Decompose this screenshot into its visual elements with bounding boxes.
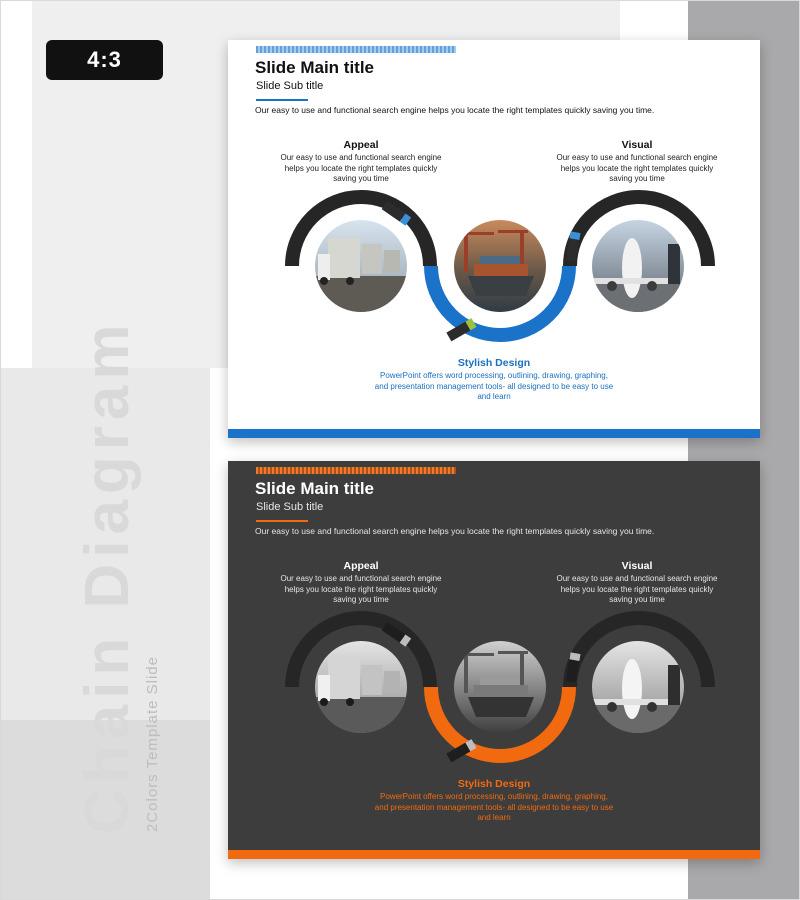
container-ship-photo [454,641,546,733]
trucks-photo [315,220,407,312]
chain-diagram [228,601,760,791]
appeal-block [276,139,446,185]
slide-description: Our easy to use and functional search engine helps you locate the right templates quickly saving you time. [255,105,655,115]
visual-block [552,560,722,606]
airplane-photo [592,220,684,312]
stylish-heading: Stylish Design [457,778,531,790]
slide-main-title: Slide Main title [255,58,375,77]
title-stripe [256,467,456,474]
slide-bottom-bar [228,429,760,438]
appeal-heading: Appeal [343,560,379,572]
container-ship-photo [454,220,546,312]
aspect-ratio-badge: 4:3 [46,40,163,80]
title-underline [256,520,308,522]
slide-main-title: Slide Main title [255,479,375,498]
vertical-subtitle: 2Colors Template Slide [144,656,161,832]
title-stripe [256,46,456,53]
vertical-title: Chain Diagram [73,318,142,834]
stylish-heading: Stylish Design [457,357,531,369]
slide-sub-title: Slide Sub title [256,80,324,92]
visual-text: Our easy to use and functional search engine helps you locate the right templates quickly saving you time [556,153,718,183]
appeal-heading: Appeal [343,139,379,151]
slide-bottom-bar [228,850,760,859]
appeal-block [276,560,446,606]
slide-sub-title: Slide Sub title [256,501,324,513]
slide-description: Our easy to use and functional search engine helps you locate the right templates quickly saving you time. [255,526,655,536]
visual-block [552,139,722,185]
slide-dark-preview[interactable] [228,461,760,859]
appeal-text: Our easy to use and functional search engine helps you locate the right templates quickly saving you time [280,153,442,183]
stylish-text: PowerPoint offers word processing, outlining, drawing, graphing, and presentation management tools- all designed to be easy to use and learn [374,371,614,401]
trucks-photo [315,641,407,733]
visual-heading: Visual [621,139,653,151]
appeal-text: Our easy to use and functional search engine helps you locate the right templates quickly saving you time [280,574,442,604]
stylish-text: PowerPoint offers word processing, outlining, drawing, graphing, and presentation management tools- all designed to be easy to use and learn [374,792,614,822]
title-underline [256,99,308,101]
stylish-design-block [373,357,615,403]
visual-text: Our easy to use and functional search engine helps you locate the right templates quickly saving you time [556,574,718,604]
stylish-design-block [373,778,615,824]
slide-light-preview[interactable] [228,40,760,438]
chain-diagram [228,180,760,370]
airplane-photo [592,641,684,733]
visual-heading: Visual [621,560,653,572]
